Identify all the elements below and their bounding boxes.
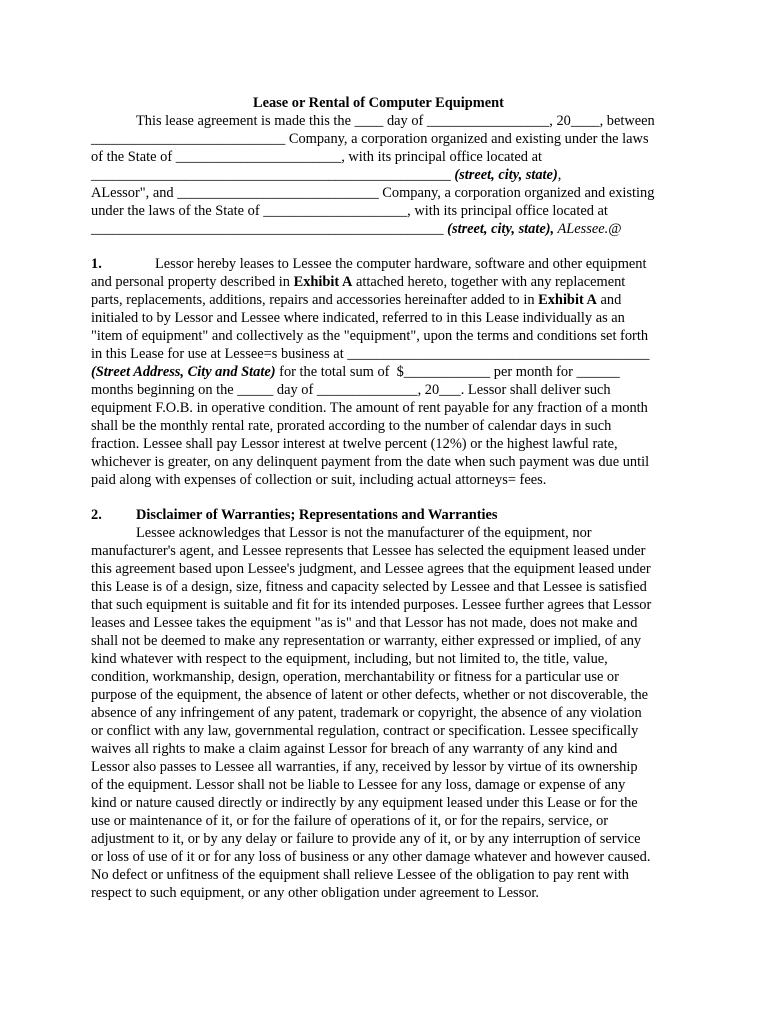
section-2-line: condition, workmanship, design, operation, merchantability or fitness for a particular use or bbox=[91, 669, 619, 685]
section-2-line: shall not be deemed to make any representation or warranty, either expressed or implied, of any bbox=[91, 633, 642, 649]
preamble-line: of the State of _______________________, with its principal office located at bbox=[91, 149, 542, 165]
section-1-number: 1. bbox=[91, 256, 102, 272]
text-run: attached hereto, together with any replacement bbox=[352, 274, 626, 290]
document-title: Lease or Rental of Computer Equipment bbox=[253, 95, 504, 111]
section-1-line: shall be the monthly rental rate, prorated according to the number of calendar days in such bbox=[91, 418, 612, 434]
section-2-line: that such equipment is suitable and fit for its intended purposes. Lessee further agrees that Lessor bbox=[91, 597, 652, 613]
text-run: and personal property described in bbox=[91, 274, 294, 290]
address-hint: (street, city, state) bbox=[454, 167, 558, 183]
section-1-line: whichever is greater, on any delinquent payment from the date when such payment was due until bbox=[91, 454, 650, 470]
section-1-line: in this Lease for use at Lessee=s business at __________________________________________ bbox=[91, 346, 650, 362]
section-2-line: purpose of the equipment, the absence of latent or other defects, whether or not discoverable, the bbox=[91, 687, 649, 703]
section-2-line: adjustment to it, or by any delay or failure to provide any of it, or by any interruption of service bbox=[91, 831, 641, 847]
section-2-line: waives all rights to make a claim against Lessor for breach of any warranty of any kind and bbox=[91, 741, 618, 757]
preamble-line: ALessor", and ____________________________ Company, a corporation organized and existing bbox=[91, 185, 655, 201]
exhibit-reference: Exhibit A bbox=[293, 274, 353, 290]
section-2-line: kind or nature caused directly or indirectly by any equipment leased under this Lease or for the bbox=[91, 795, 638, 811]
preamble-line: ___________________________ Company, a corporation organized and existing under the laws bbox=[91, 131, 649, 147]
section-2-line: use or maintenance of it, or for the failure of operations of it, or for the repairs, service, or bbox=[91, 813, 609, 829]
section-1-line: equipment F.O.B. in operative condition. The amount of rent payable for any fraction of a month bbox=[91, 400, 648, 416]
section-2-line: this agreement based upon Lessee's judgment, and Lessee agrees that the equipment leased under bbox=[91, 561, 651, 577]
section-1-line: Lessor hereby leases to Lessee the computer hardware, software and other equipment bbox=[155, 256, 647, 272]
section-1-line: fraction. Lessee shall pay Lessor interest at twelve percent (12%) or the highest lawful rate, bbox=[91, 436, 618, 452]
section-1-line: initialed to by Lessor and Lessee where indicated, referred to in this Lease individually as an bbox=[91, 310, 625, 326]
text-run: and bbox=[596, 292, 622, 308]
blank-line: __________________________________________________ bbox=[91, 167, 455, 183]
section-2-line: respect to such equipment, or any other obligation under agreement to Lessor. bbox=[91, 885, 539, 901]
section-1-line: "item of equipment" and collectively as the "equipment", upon the terms and conditions set forth bbox=[91, 328, 649, 344]
text-run: parts, replacements, additions, repairs and accessories hereinafter added to in bbox=[91, 292, 539, 308]
section-1-line bbox=[91, 273, 625, 291]
exhibit-reference: Exhibit A bbox=[538, 292, 597, 308]
section-2-line: No defect or unfitness of the equipment shall relieve Lessee of the obligation to pay rent with bbox=[91, 867, 629, 883]
text-run: for the total sum of $____________ per month for ______ bbox=[275, 364, 620, 380]
section-1-line bbox=[91, 363, 620, 381]
section-2-number: 2. bbox=[91, 507, 102, 523]
blank-line: _________________________________________________ bbox=[91, 221, 448, 237]
preamble-line: under the laws of the State of ____________________, with its principal office located at bbox=[91, 203, 608, 219]
lessee-label: ALessee.@ bbox=[554, 221, 622, 237]
punctuation: , bbox=[557, 167, 562, 183]
section-2-line: kind whatever with respect to the equipment, including, but not limited to, the title, value, bbox=[91, 651, 608, 667]
address-hint: (Street Address, City and State) bbox=[91, 364, 276, 380]
section-2-line: of the equipment. Lessor shall not be liable to Lessee for any loss, damage or expense of any bbox=[91, 777, 626, 793]
address-hint: (street, city, state), bbox=[447, 221, 555, 237]
section-2-line: Lessee acknowledges that Lessor is not the manufacturer of the equipment, nor bbox=[136, 525, 592, 541]
section-1-line: paid along with expenses of collection or suit, including actual attorneys= fees. bbox=[91, 472, 547, 488]
section-1-line bbox=[91, 291, 621, 309]
section-2-line: leases and Lessee takes the equipment "as is" and that Lessor has not made, does not make and bbox=[91, 615, 638, 631]
section-2-line: or conflict with any law, governmental regulation, contract or specification. Lessee specifically bbox=[91, 723, 639, 739]
section-2-line: Lessor also passes to Lessee all warranties, if any, received by lessor by virtue of its ownership bbox=[91, 759, 638, 775]
preamble-line bbox=[91, 166, 561, 184]
section-2-line: this Lease is of a design, size, fitness and capacity selected by Lessee and that Lessee is satisfied bbox=[91, 579, 647, 595]
section-2-line: manufacturer's agent, and Lessee represents that Lessee has selected the equipment leased under bbox=[91, 543, 646, 559]
preamble-line: This lease agreement is made this the ____ day of _________________, 20____, between bbox=[136, 113, 655, 129]
preamble-line bbox=[91, 220, 621, 238]
section-2-line: absence of any infringement of any patent, trademark or copyright, the absence of any violation bbox=[91, 705, 642, 721]
section-1-line: months beginning on the _____ day of ______________, 20___. Lessor shall deliver such bbox=[91, 382, 611, 398]
section-2-line: or loss of use of it or for any loss of business or any other damage whatever and however caused. bbox=[91, 849, 651, 865]
section-2-heading: Disclaimer of Warranties; Representations and Warranties bbox=[136, 507, 498, 523]
